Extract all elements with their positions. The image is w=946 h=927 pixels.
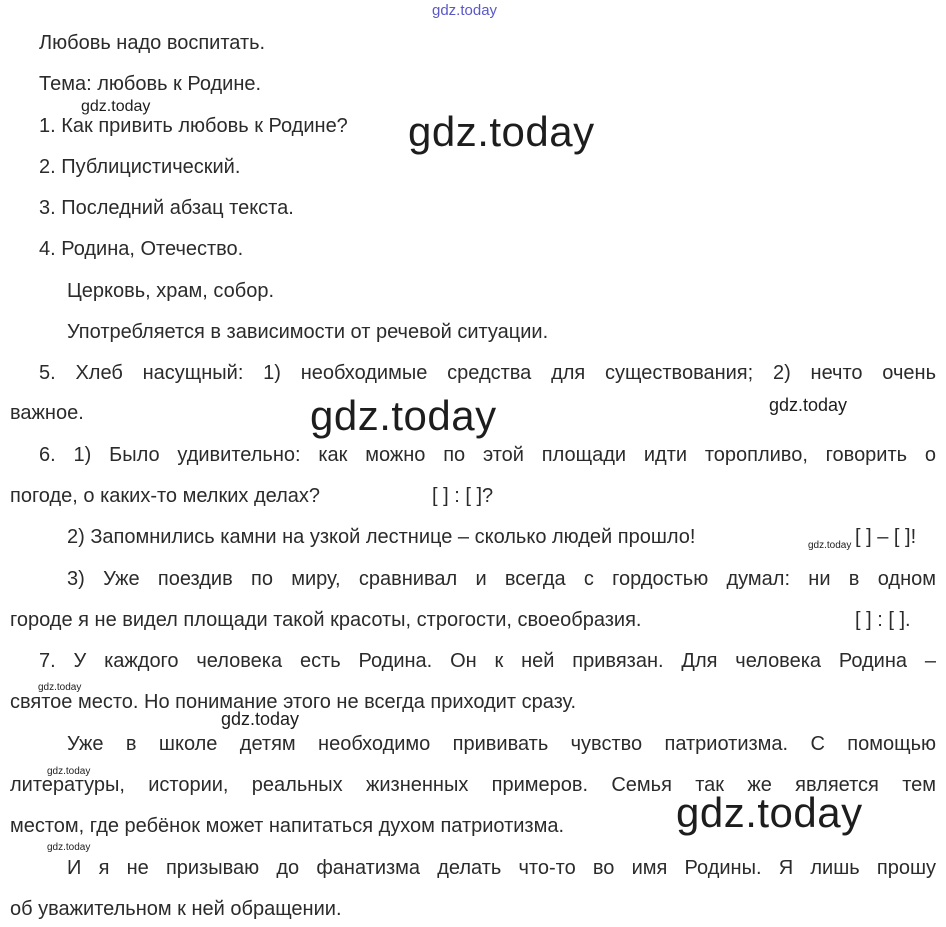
- answer-5-cont: важное.: [10, 402, 84, 424]
- line-title: Любовь надо воспитать.: [39, 32, 266, 54]
- watermark-small-3: gdz.today: [221, 709, 300, 729]
- essay-paragraph-2-cont: литературы, истории, реальных жизненных примеров. Семья так же является тем: [10, 774, 936, 796]
- watermark-tiny-4: gdz.today: [47, 842, 91, 853]
- essay-paragraph-3-cont: об уважительном к ней обращении.: [10, 898, 342, 920]
- answer-6-1: 6. 1) Было удивительно: как можно по этой площади идти торопливо, говорить о: [39, 444, 936, 466]
- line-topic: Тема: любовь к Родине.: [39, 73, 262, 95]
- answer-5: 5. Хлеб насущный: 1) необходимые средства для существования; 2) нечто очень: [39, 362, 936, 384]
- essay-paragraph-3: И я не призываю до фанатизма делать что-то во имя Родины. Я лишь прошу: [67, 857, 936, 879]
- watermark-tiny-2: gdz.today: [38, 682, 82, 693]
- answer-6-1-cont: погоде, о каких-то мелких делах?: [10, 485, 320, 507]
- answer-6-3: 3) Уже поездив по миру, сравнивал и всегда с гордостью думал: ни в одном: [67, 568, 936, 590]
- watermark-top: gdz.today: [432, 2, 498, 19]
- answer-7-cont: святое место. Но понимание этого не всегда приходит сразу.: [10, 691, 577, 713]
- watermark-big-3: gdz.today: [676, 789, 863, 836]
- watermark-small-1: gdz.today: [81, 98, 151, 115]
- essay-paragraph-2: Уже в школе детям необходимо прививать чувство патриотизма. С помощью: [67, 733, 936, 755]
- watermark-tiny-3: gdz.today: [47, 766, 91, 777]
- essay-paragraph-2-end: местом, где ребёнок может напитаться духом патриотизма.: [10, 815, 565, 837]
- watermark-tiny-1: gdz.today: [808, 540, 852, 551]
- scheme-6-2: [ ] – [ ]!: [855, 526, 917, 548]
- answer-2: 2. Публицистический.: [39, 156, 241, 178]
- scheme-6-1: [ ] : [ ]?: [432, 485, 494, 507]
- answer-1: 1. Как привить любовь к Родине?: [39, 115, 348, 137]
- watermark-big-1: gdz.today: [408, 108, 595, 155]
- scheme-6-3: [ ] : [ ].: [855, 609, 911, 631]
- answer-4-usage: Употребляется в зависимости от речевой ситуации.: [67, 321, 549, 343]
- answer-7: 7. У каждого человека есть Родина. Он к ней привязан. Для человека Родина –: [39, 650, 936, 672]
- answer-6-3-cont: городе я не видел площади такой красоты, строгости, своеобразия.: [10, 609, 642, 631]
- watermark-small-2: gdz.today: [769, 395, 848, 415]
- watermark-big-2: gdz.today: [310, 392, 497, 439]
- answer-3: 3. Последний абзац текста.: [39, 197, 294, 219]
- answer-4: 4. Родина, Отечество.: [39, 238, 244, 260]
- answer-4-synonyms: Церковь, храм, собор.: [67, 280, 275, 302]
- answer-6-2: 2) Запомнились камни на узкой лестнице – сколько людей прошло!: [67, 526, 696, 548]
